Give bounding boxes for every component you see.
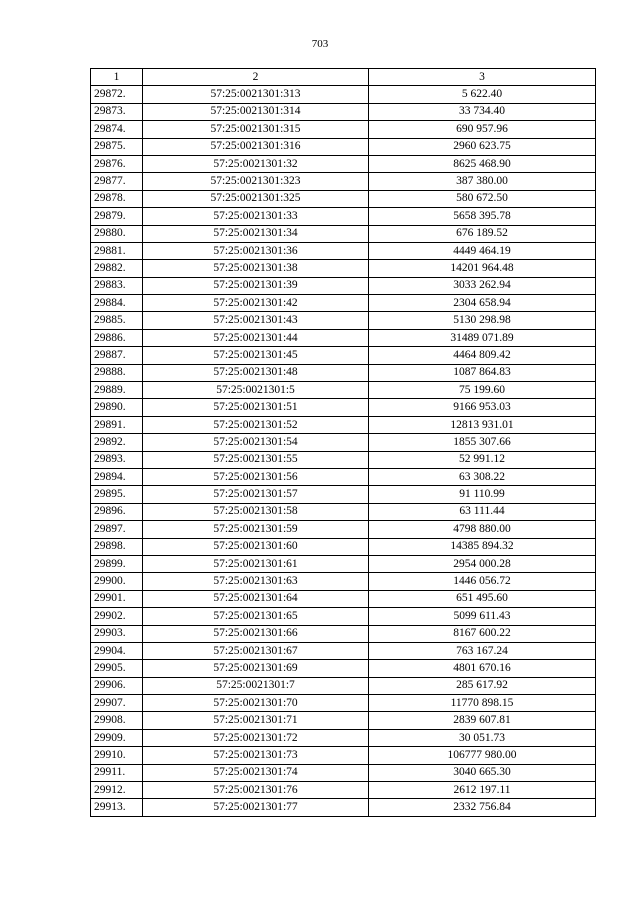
cadastral-number-cell: 57:25:0021301:315 <box>143 121 369 138</box>
row-number-cell: 29897. <box>91 521 143 538</box>
table-row <box>91 799 596 816</box>
table-row <box>91 86 596 103</box>
table-row <box>91 225 596 242</box>
row-number-cell: 29899. <box>91 555 143 572</box>
cadastral-value-cell: 3040 665.30 <box>369 764 596 781</box>
cadastral-value-cell: 91 110.99 <box>369 486 596 503</box>
cadastral-number-cell: 57:25:0021301:52 <box>143 416 369 433</box>
table-row <box>91 173 596 190</box>
cadastral-value-cell: 1855 307.66 <box>369 434 596 451</box>
cadastral-value-cell: 1446 056.72 <box>369 573 596 590</box>
cadastral-value-cell: 2954 000.28 <box>369 555 596 572</box>
row-number-cell: 29910. <box>91 747 143 764</box>
table-body <box>91 86 596 816</box>
table-row <box>91 312 596 329</box>
cadastral-value-cell: 5130 298.98 <box>369 312 596 329</box>
row-number-cell: 29890. <box>91 399 143 416</box>
cadastral-value-table <box>90 68 596 817</box>
row-number-cell: 29906. <box>91 677 143 694</box>
cadastral-number-cell: 57:25:0021301:32 <box>143 155 369 172</box>
cadastral-number-cell: 57:25:0021301:38 <box>143 260 369 277</box>
cadastral-number-cell: 57:25:0021301:55 <box>143 451 369 468</box>
cadastral-value-cell: 2304 658.94 <box>369 295 596 312</box>
row-number-cell: 29880. <box>91 225 143 242</box>
cadastral-number-cell: 57:25:0021301:74 <box>143 764 369 781</box>
cadastral-number-cell: 57:25:0021301:51 <box>143 399 369 416</box>
table-row <box>91 660 596 677</box>
table-row <box>91 590 596 607</box>
table-row <box>91 208 596 225</box>
cadastral-value-cell: 106777 980.00 <box>369 747 596 764</box>
cadastral-number-cell: 57:25:0021301:60 <box>143 538 369 555</box>
table-row <box>91 468 596 485</box>
row-number-cell: 29907. <box>91 695 143 712</box>
cadastral-value-cell: 763 167.24 <box>369 642 596 659</box>
row-number-cell: 29875. <box>91 138 143 155</box>
cadastral-number-cell: 57:25:0021301:39 <box>143 277 369 294</box>
page-number: 703 <box>311 38 329 50</box>
row-number-cell: 29881. <box>91 242 143 259</box>
cadastral-number-cell: 57:25:0021301:325 <box>143 190 369 207</box>
cadastral-value-cell: 33 734.40 <box>369 103 596 120</box>
cadastral-number-cell: 57:25:0021301:5 <box>143 382 369 399</box>
row-number-cell: 29873. <box>91 103 143 120</box>
table-row <box>91 416 596 433</box>
cadastral-number-cell: 57:25:0021301:33 <box>143 208 369 225</box>
row-number-cell: 29872. <box>91 86 143 103</box>
cadastral-value-cell: 11770 898.15 <box>369 695 596 712</box>
cadastral-value-cell: 5658 395.78 <box>369 208 596 225</box>
row-number-cell: 29905. <box>91 660 143 677</box>
cadastral-number-cell: 57:25:0021301:77 <box>143 799 369 816</box>
cadastral-number-cell: 57:25:0021301:36 <box>143 242 369 259</box>
cadastral-value-cell: 387 380.00 <box>369 173 596 190</box>
cadastral-value-cell: 1087 864.83 <box>369 364 596 381</box>
cadastral-value-cell: 580 672.50 <box>369 190 596 207</box>
cadastral-value-cell: 30 051.73 <box>369 729 596 746</box>
row-number-cell: 29895. <box>91 486 143 503</box>
cadastral-value-cell: 676 189.52 <box>369 225 596 242</box>
row-number-cell: 29883. <box>91 277 143 294</box>
cadastral-number-cell: 57:25:0021301:42 <box>143 295 369 312</box>
cadastral-value-cell: 4449 464.19 <box>369 242 596 259</box>
table-row <box>91 486 596 503</box>
row-number-cell: 29908. <box>91 712 143 729</box>
table-row <box>91 155 596 172</box>
cadastral-number-cell: 57:25:0021301:63 <box>143 573 369 590</box>
cadastral-number-cell: 57:25:0021301:314 <box>143 103 369 120</box>
table-row <box>91 103 596 120</box>
row-number-cell: 29896. <box>91 503 143 520</box>
cadastral-value-cell: 8167 600.22 <box>369 625 596 642</box>
cadastral-number-cell: 57:25:0021301:67 <box>143 642 369 659</box>
table-row <box>91 521 596 538</box>
cadastral-number-cell: 57:25:0021301:44 <box>143 329 369 346</box>
row-number-cell: 29891. <box>91 416 143 433</box>
row-number-cell: 29877. <box>91 173 143 190</box>
cadastral-number-cell: 57:25:0021301:54 <box>143 434 369 451</box>
cadastral-number-cell: 57:25:0021301:7 <box>143 677 369 694</box>
row-number-cell: 29894. <box>91 468 143 485</box>
cadastral-number-cell: 57:25:0021301:70 <box>143 695 369 712</box>
table-row <box>91 451 596 468</box>
cadastral-value-cell: 4798 880.00 <box>369 521 596 538</box>
row-number-cell: 29893. <box>91 451 143 468</box>
cadastral-number-cell: 57:25:0021301:59 <box>143 521 369 538</box>
cadastral-value-cell: 4464 809.42 <box>369 347 596 364</box>
row-number-cell: 29904. <box>91 642 143 659</box>
column-header-cadastral-number: 2 <box>143 69 369 86</box>
table-row <box>91 642 596 659</box>
row-number-cell: 29911. <box>91 764 143 781</box>
row-number-cell: 29878. <box>91 190 143 207</box>
cadastral-number-cell: 57:25:0021301:71 <box>143 712 369 729</box>
row-number-cell: 29879. <box>91 208 143 225</box>
cadastral-value-cell: 285 617.92 <box>369 677 596 694</box>
table-row <box>91 782 596 799</box>
cadastral-number-cell: 57:25:0021301:48 <box>143 364 369 381</box>
table-row <box>91 260 596 277</box>
cadastral-value-cell: 52 991.12 <box>369 451 596 468</box>
table-row <box>91 573 596 590</box>
cadastral-number-cell: 57:25:0021301:57 <box>143 486 369 503</box>
cadastral-number-cell: 57:25:0021301:65 <box>143 608 369 625</box>
cadastral-value-cell: 14201 964.48 <box>369 260 596 277</box>
table-row <box>91 625 596 642</box>
row-number-cell: 29888. <box>91 364 143 381</box>
cadastral-number-cell: 57:25:0021301:313 <box>143 86 369 103</box>
table-row <box>91 138 596 155</box>
table-row <box>91 295 596 312</box>
row-number-cell: 29903. <box>91 625 143 642</box>
cadastral-value-cell: 14385 894.32 <box>369 538 596 555</box>
table-row <box>91 277 596 294</box>
cadastral-value-cell: 651 495.60 <box>369 590 596 607</box>
table-row <box>91 538 596 555</box>
row-number-cell: 29889. <box>91 382 143 399</box>
cadastral-number-cell: 57:25:0021301:66 <box>143 625 369 642</box>
cadastral-number-cell: 57:25:0021301:56 <box>143 468 369 485</box>
row-number-cell: 29900. <box>91 573 143 590</box>
table-row <box>91 729 596 746</box>
cadastral-number-cell: 57:25:0021301:72 <box>143 729 369 746</box>
table-row <box>91 712 596 729</box>
cadastral-value-cell: 5 622.40 <box>369 86 596 103</box>
cadastral-value-cell: 2332 756.84 <box>369 799 596 816</box>
cadastral-value-cell: 2839 607.81 <box>369 712 596 729</box>
cadastral-number-cell: 57:25:0021301:316 <box>143 138 369 155</box>
table-row <box>91 608 596 625</box>
cadastral-value-cell: 63 308.22 <box>369 468 596 485</box>
cadastral-value-cell: 31489 071.89 <box>369 329 596 346</box>
cadastral-value-cell: 690 957.96 <box>369 121 596 138</box>
cadastral-number-cell: 57:25:0021301:73 <box>143 747 369 764</box>
table-row <box>91 764 596 781</box>
table-row <box>91 503 596 520</box>
row-number-cell: 29887. <box>91 347 143 364</box>
table-row <box>91 347 596 364</box>
cadastral-number-cell: 57:25:0021301:61 <box>143 555 369 572</box>
cadastral-number-cell: 57:25:0021301:64 <box>143 590 369 607</box>
table-row <box>91 695 596 712</box>
table-header-row <box>91 69 596 86</box>
table-row <box>91 364 596 381</box>
row-number-cell: 29892. <box>91 434 143 451</box>
cadastral-value-cell: 2960 623.75 <box>369 138 596 155</box>
table-row <box>91 242 596 259</box>
cadastral-value-cell: 2612 197.11 <box>369 782 596 799</box>
row-number-cell: 29909. <box>91 729 143 746</box>
cadastral-number-cell: 57:25:0021301:58 <box>143 503 369 520</box>
table-row <box>91 329 596 346</box>
cadastral-number-cell: 57:25:0021301:45 <box>143 347 369 364</box>
cadastral-value-cell: 63 111.44 <box>369 503 596 520</box>
table-row <box>91 121 596 138</box>
cadastral-number-cell: 57:25:0021301:323 <box>143 173 369 190</box>
cadastral-value-cell: 12813 931.01 <box>369 416 596 433</box>
table-row <box>91 747 596 764</box>
table-row <box>91 555 596 572</box>
table-row <box>91 677 596 694</box>
cadastral-value-cell: 5099 611.43 <box>369 608 596 625</box>
table-row <box>91 190 596 207</box>
table-row <box>91 399 596 416</box>
row-number-cell: 29882. <box>91 260 143 277</box>
row-number-cell: 29901. <box>91 590 143 607</box>
row-number-cell: 29912. <box>91 782 143 799</box>
cadastral-number-cell: 57:25:0021301:76 <box>143 782 369 799</box>
column-header-value: 3 <box>369 69 596 86</box>
cadastral-number-cell: 57:25:0021301:34 <box>143 225 369 242</box>
table-row <box>91 434 596 451</box>
cadastral-value-cell: 3033 262.94 <box>369 277 596 294</box>
cadastral-value-cell: 75 199.60 <box>369 382 596 399</box>
cadastral-value-cell: 8625 468.90 <box>369 155 596 172</box>
row-number-cell: 29874. <box>91 121 143 138</box>
cadastral-number-cell: 57:25:0021301:43 <box>143 312 369 329</box>
table-row <box>91 382 596 399</box>
row-number-cell: 29884. <box>91 295 143 312</box>
row-number-cell: 29898. <box>91 538 143 555</box>
row-number-cell: 29876. <box>91 155 143 172</box>
row-number-cell: 29913. <box>91 799 143 816</box>
column-header-number: 1 <box>91 69 143 86</box>
cadastral-number-cell: 57:25:0021301:69 <box>143 660 369 677</box>
cadastral-value-cell: 4801 670.16 <box>369 660 596 677</box>
row-number-cell: 29886. <box>91 329 143 346</box>
cadastral-value-cell: 9166 953.03 <box>369 399 596 416</box>
row-number-cell: 29885. <box>91 312 143 329</box>
row-number-cell: 29902. <box>91 608 143 625</box>
